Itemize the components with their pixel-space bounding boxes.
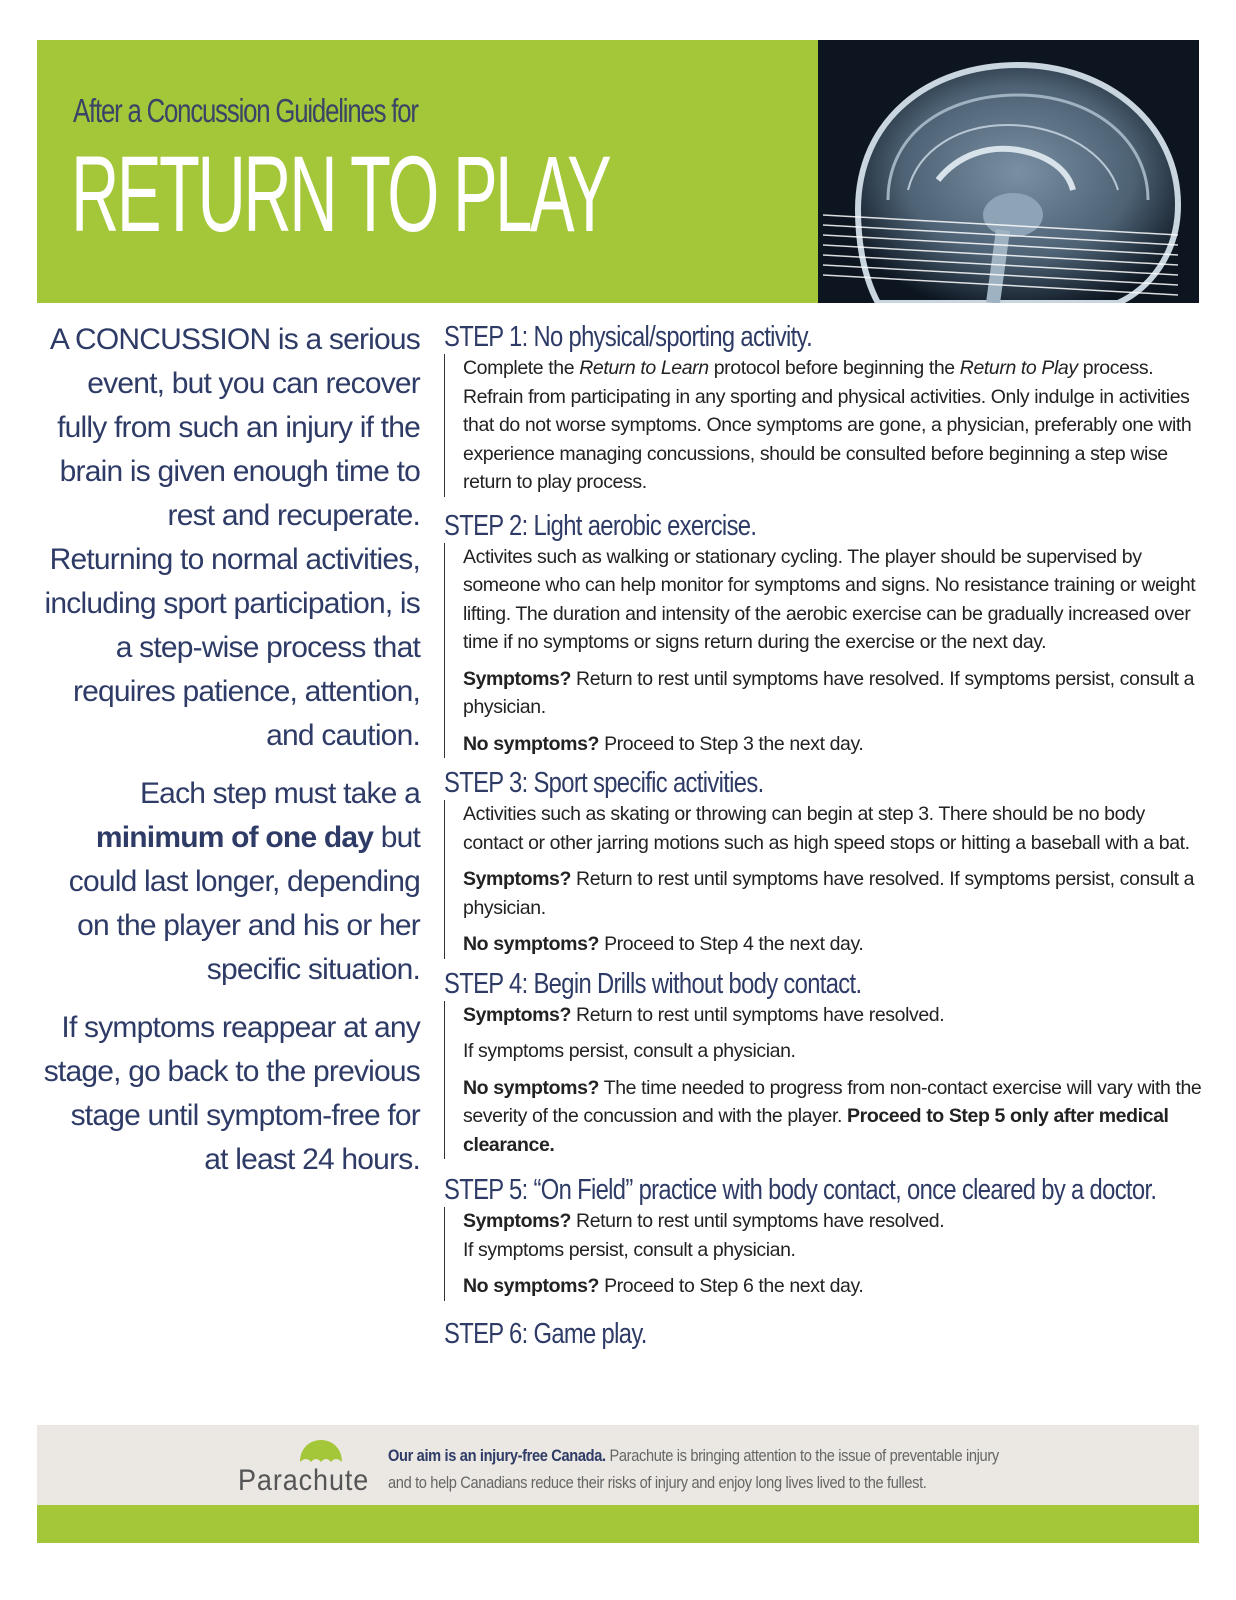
step-body bbox=[444, 543, 1204, 759]
symptoms-line: Symptoms? Return to rest until symptoms have resolved. If symptoms persist, consult a physician. bbox=[463, 667, 1195, 718]
symptoms-line: Symptoms? Return to rest until symptoms have resolved. bbox=[463, 1003, 945, 1026]
step-5 bbox=[444, 1173, 1204, 1301]
step-4 bbox=[444, 967, 1204, 1160]
step-6 bbox=[444, 1317, 1204, 1351]
symptoms-line: Symptoms? Return to rest until symptoms have resolved. bbox=[463, 1210, 945, 1232]
footer-line-1: Our aim is an injury-free Canada. Parachute is bringing attention to the issue of preventable injury bbox=[388, 1446, 999, 1465]
step-title: STEP 4: Begin Drills without body contact. bbox=[444, 967, 862, 1000]
brain-mri-image bbox=[818, 40, 1199, 303]
footer-green-bar bbox=[37, 1505, 1199, 1543]
intro-emphasis: minimum of one day bbox=[95, 821, 374, 854]
footer-line-2: and to help Canadians reduce their risks of injury and enjoy long lives lived to the fullest. bbox=[388, 1473, 927, 1492]
step-body bbox=[444, 800, 1204, 959]
step-2 bbox=[444, 509, 1204, 759]
parachute-logo-icon bbox=[298, 1438, 344, 1464]
intro-paragraph-3: If symptoms reappear at any stage, go back to the previous stage until symptom-free for at least 24 hours. bbox=[43, 1011, 420, 1176]
step-title: STEP 5: “On Field” practice with body contact, once cleared by a doctor. bbox=[444, 1174, 1157, 1206]
step-title: STEP 1: No physical/sporting activity. bbox=[444, 321, 813, 353]
no-symptoms-line: No symptoms? Proceed to Step 6 the next day. bbox=[463, 1275, 864, 1297]
step-title: STEP 6: Game play. bbox=[444, 1317, 647, 1350]
step-title: STEP 2: Light aerobic exercise. bbox=[444, 509, 757, 542]
symptoms-line-2: If symptoms persist, consult a physician. bbox=[463, 1040, 796, 1062]
intro-paragraph-2: Each step must take a minimum of one day but could last longer, depending on the player and his or her specific situation. bbox=[68, 777, 420, 986]
step-1 bbox=[444, 320, 1204, 497]
step-text: Complete the Return to Learn protocol before beginning the Return to Play process. Refrain from participating in any sporting and physical activities. Only indulge in activities that do not worse symptoms. Once symptoms are gone, a physician, preferably one with experience managing concussions, should be consulted before beginning a step wise return to play process. bbox=[463, 357, 1192, 493]
step-text: Activities such as skating or throwing can begin at step 3. There should be no body contact or other jarring motions such as high speed stops or hitting a baseball with a bat. bbox=[463, 803, 1190, 854]
intro-paragraph-1: A CONCUSSION is a serious event, but you can recover fully from such an injury if the brain is given enough time to rest and recuperate. Returning to normal activities, including sport participation, is a step-wise process that requires patience, attention, and caution. bbox=[44, 323, 420, 752]
intro-column bbox=[40, 318, 420, 1196]
symptoms-line: Symptoms? Return to rest until symptoms have resolved. If symptoms persist, consult a physician. bbox=[463, 868, 1195, 919]
footer-statement bbox=[388, 1442, 1059, 1496]
step-3 bbox=[444, 766, 1204, 959]
steps-column bbox=[444, 320, 1204, 1351]
no-symptoms-line: No symptoms? Proceed to Step 3 the next day. bbox=[463, 732, 864, 755]
no-symptoms-line: No symptoms? Proceed to Step 4 the next day. bbox=[463, 933, 864, 955]
step-text: Activites such as walking or stationary cycling. The player should be supervised by someone who can help monitor for symptoms and signs. No resistance training or weight lifting. The duration and intensity of the aerobic exercise can be gradually increased over time if no symptoms or signs return during the exercise or the next day. bbox=[463, 545, 1196, 653]
page-title: RETURN TO PLAY bbox=[71, 133, 610, 254]
step-body bbox=[444, 1001, 1204, 1160]
no-symptoms-line: No symptoms? The time needed to progress from non-contact exercise will vary with the severity of the concussion and with the player. Proceed to Step 5 only after medical clearance. bbox=[463, 1076, 1202, 1156]
step-body bbox=[444, 1207, 1204, 1301]
parachute-logo-text: Parachute bbox=[238, 1464, 370, 1497]
step-body bbox=[444, 354, 1204, 497]
step-title: STEP 3: Sport specific activities. bbox=[444, 767, 764, 799]
header-subtitle: After a Concussion Guidelines for bbox=[73, 92, 418, 129]
symptoms-line-2: If symptoms persist, consult a physician. bbox=[463, 1238, 796, 1261]
